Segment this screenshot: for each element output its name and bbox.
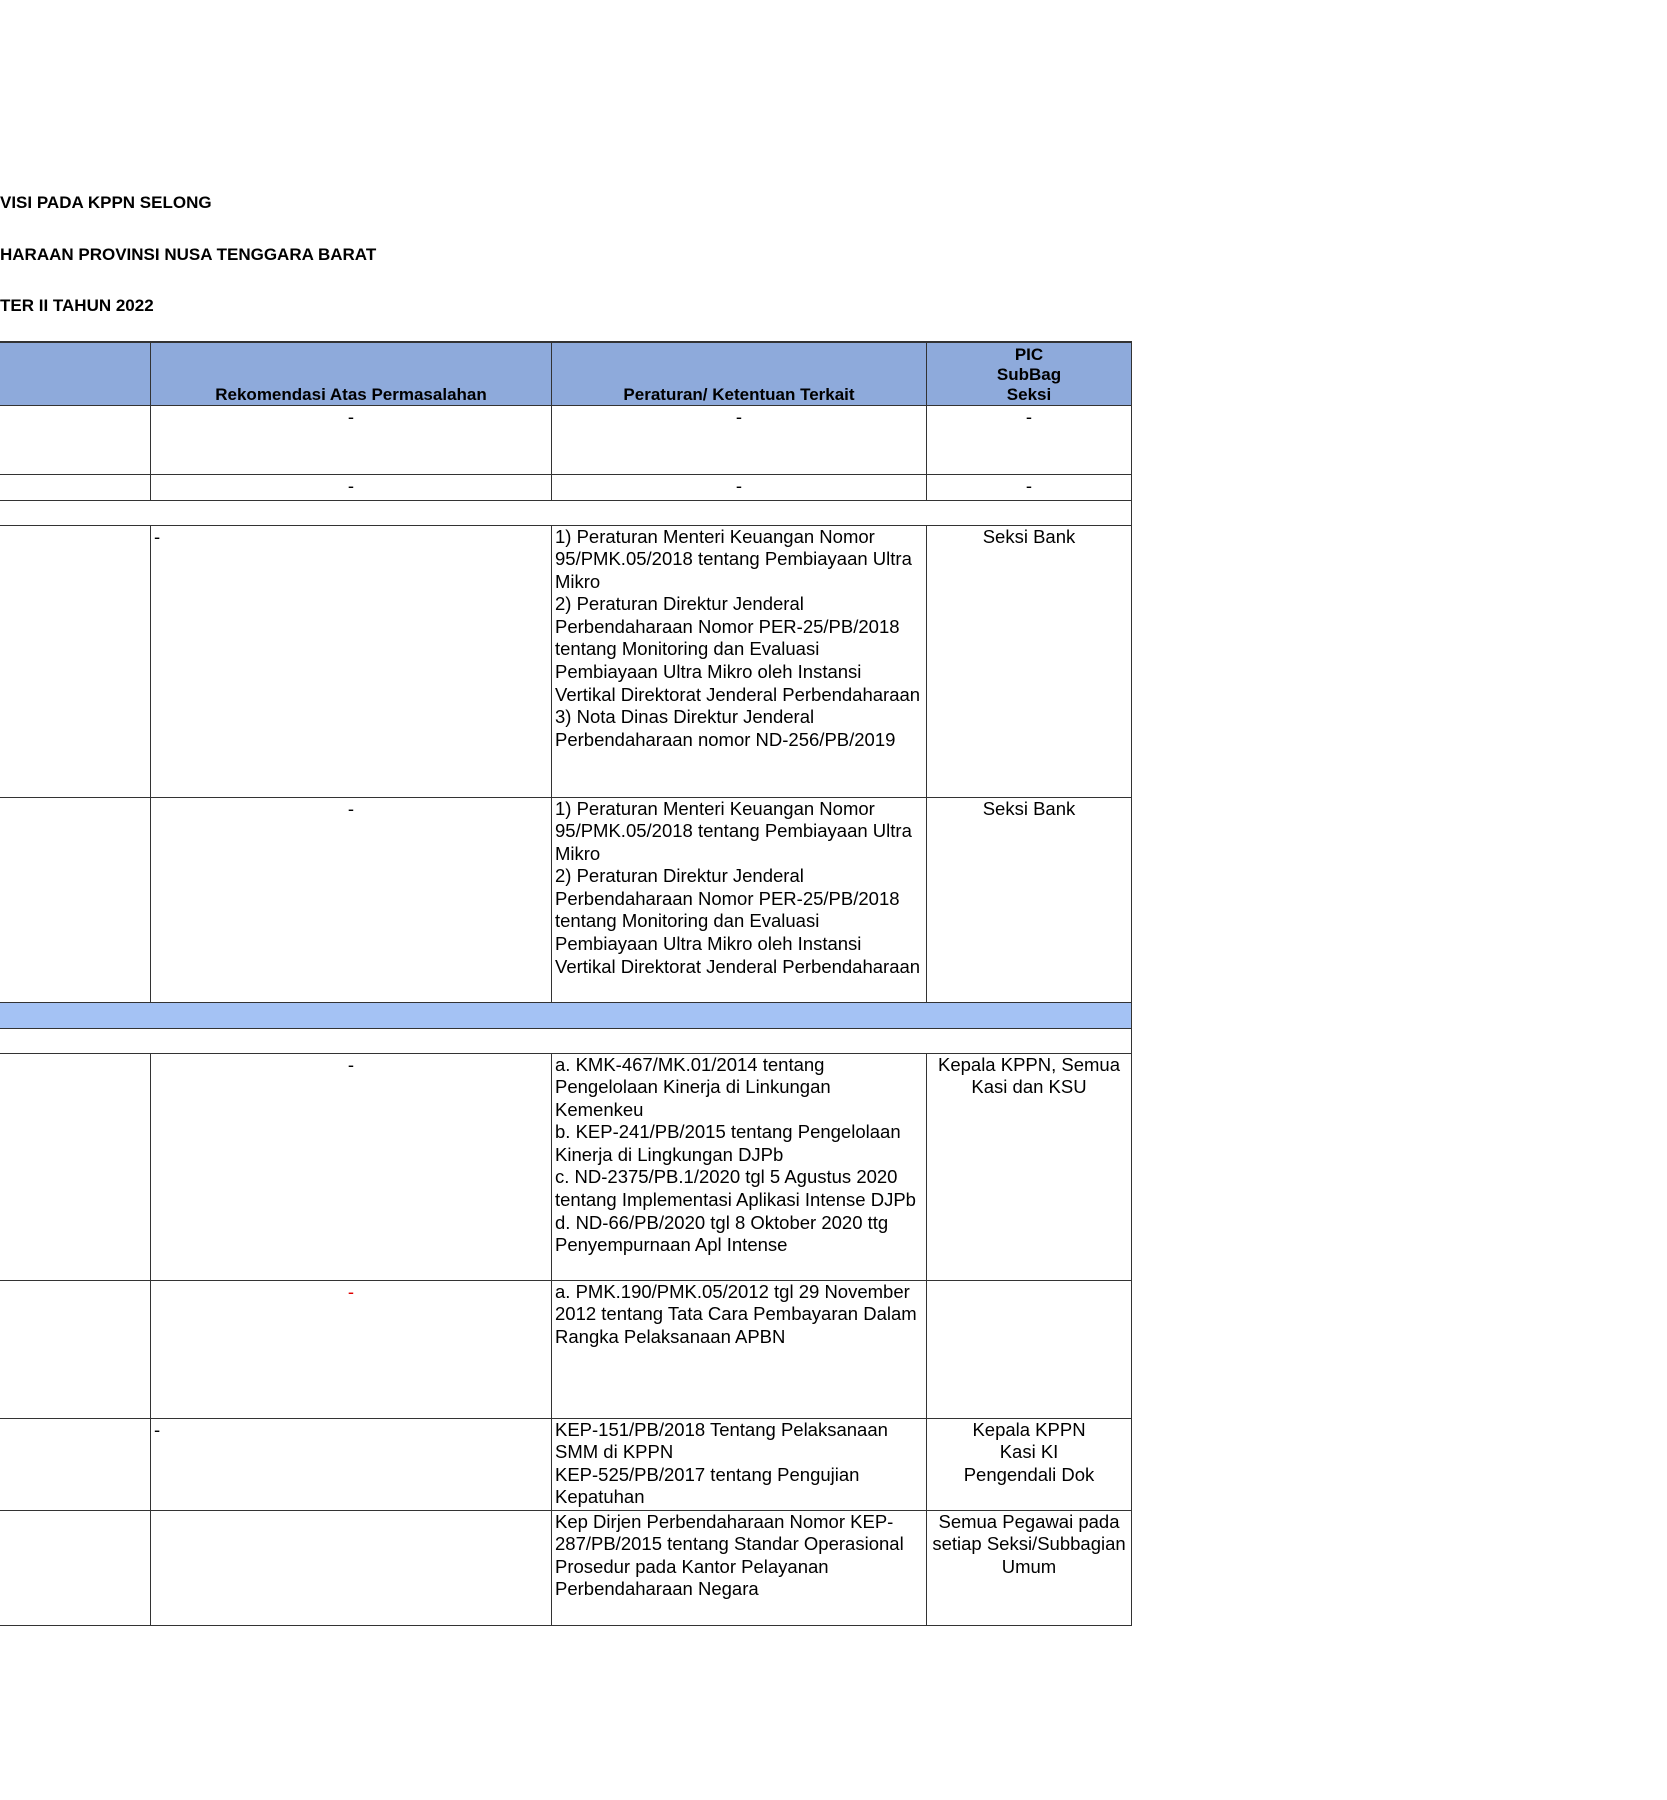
pic-cell: Kepala KPPN Kasi KI Pengendali Dok (927, 1418, 1132, 1510)
peraturan-cell: a. PMK.190/PMK.05/2012 tgl 29 November 2012 tentang Tata Cara Pembayaran Dalam Rangka Pelaksanaan APBN (552, 1280, 927, 1418)
pic-cell: - (927, 474, 1132, 500)
table-row (0, 1510, 1132, 1625)
table-row (0, 525, 1132, 797)
pic-cell: Seksi Bank (927, 797, 1132, 1002)
peraturan-cell: - (552, 474, 927, 500)
table-row (0, 1418, 1132, 1510)
peraturan-cell: - (552, 405, 927, 474)
pic-cell: - (927, 405, 1132, 474)
table-row (0, 1053, 1132, 1280)
rekomendasi-cell: - (151, 1280, 552, 1418)
report-title-line-3: TER II TAHUN 2022 (0, 296, 154, 315)
table-row (0, 1280, 1132, 1418)
rekomendasi-cell: - (151, 405, 552, 474)
pic-cell: Semua Pegawai pada setiap Seksi/Subbagian Umum (927, 1510, 1132, 1625)
pic-cell: Kepala KPPN, Semua Kasi dan KSU (927, 1053, 1132, 1280)
table-row (0, 474, 1132, 500)
monitoring-table (0, 341, 1132, 1626)
header-cell-blank (0, 342, 151, 405)
pic-cell: Seksi Bank (927, 525, 1132, 797)
header-row (0, 342, 1132, 405)
peraturan-cell: 1) Peraturan Menteri Keuangan Nomor 95/PMK.05/2018 tentang Pembiayaan Ultra Mikro 2) Peraturan Direktur Jenderal Perbendaharaan Nomor PER-25/PB/2018 tentang Monitoring dan Evaluasi Pembiayaan Ultra Mikro oleh Instansi Vertikal Direktorat Jenderal Perbendaharaan 3) Nota Dinas Direktur Jenderal Perbendaharaan nomor ND-256/PB/2019 (552, 525, 927, 797)
peraturan-cell: 1) Peraturan Menteri Keuangan Nomor 95/PMK.05/2018 tentang Pembiayaan Ultra Mikro 2) Peraturan Direktur Jenderal Perbendaharaan Nomor PER-25/PB/2018 tentang Monitoring dan Evaluasi Pembiayaan Ultra Mikro oleh Instansi Vertikal Direktorat Jenderal Perbendaharaan (552, 797, 927, 1002)
peraturan-cell: Kep Dirjen Perbendaharaan Nomor KEP-287/PB/2015 tentang Standar Operasional Prosedur pada Kantor Pelayanan Perbendaharaan Negara (552, 1510, 927, 1625)
report-title-line-1: VISI PADA KPPN SELONG (0, 193, 212, 212)
rekomendasi-cell: - (151, 525, 552, 797)
table-row (0, 405, 1132, 474)
peraturan-cell: a. KMK-467/MK.01/2014 tentang Pengelolaan Kinerja di Linkungan Kemenkeu b. KEP-241/PB/2015 tentang Pengelolaan Kinerja di Lingkungan DJPb c. ND-2375/PB.1/2020 tgl 5 Agustus 2020 tentang Implementasi Aplikasi Intense DJPb d. ND-66/PB/2020 tgl 8 Oktober 2020 ttg Penyempurnaan Apl Intense (552, 1053, 927, 1280)
rekomendasi-cell: - (151, 1418, 552, 1510)
rekomendasi-cell: - (151, 1053, 552, 1280)
section-row (0, 500, 1132, 525)
rekomendasi-cell (151, 1510, 552, 1625)
header-rekomendasi: Rekomendasi Atas Permasalahan (151, 342, 552, 405)
rekomendasi-cell: - (151, 474, 552, 500)
peraturan-cell: KEP-151/PB/2018 Tentang Pelaksanaan SMM di KPPN KEP-525/PB/2017 tentang Pengujian Kepatuhan (552, 1418, 927, 1510)
section-header-row (0, 1002, 1132, 1028)
rekomendasi-cell: - (151, 797, 552, 1002)
table-row (0, 797, 1132, 1002)
pic-cell (927, 1280, 1132, 1418)
header-peraturan: Peraturan/ Ketentuan Terkait (552, 342, 927, 405)
report-title-line-2: HARAAN PROVINSI NUSA TENGGARA BARAT (0, 245, 377, 264)
section-row (0, 1028, 1132, 1053)
header-pic: PIC SubBag Seksi (927, 342, 1132, 405)
